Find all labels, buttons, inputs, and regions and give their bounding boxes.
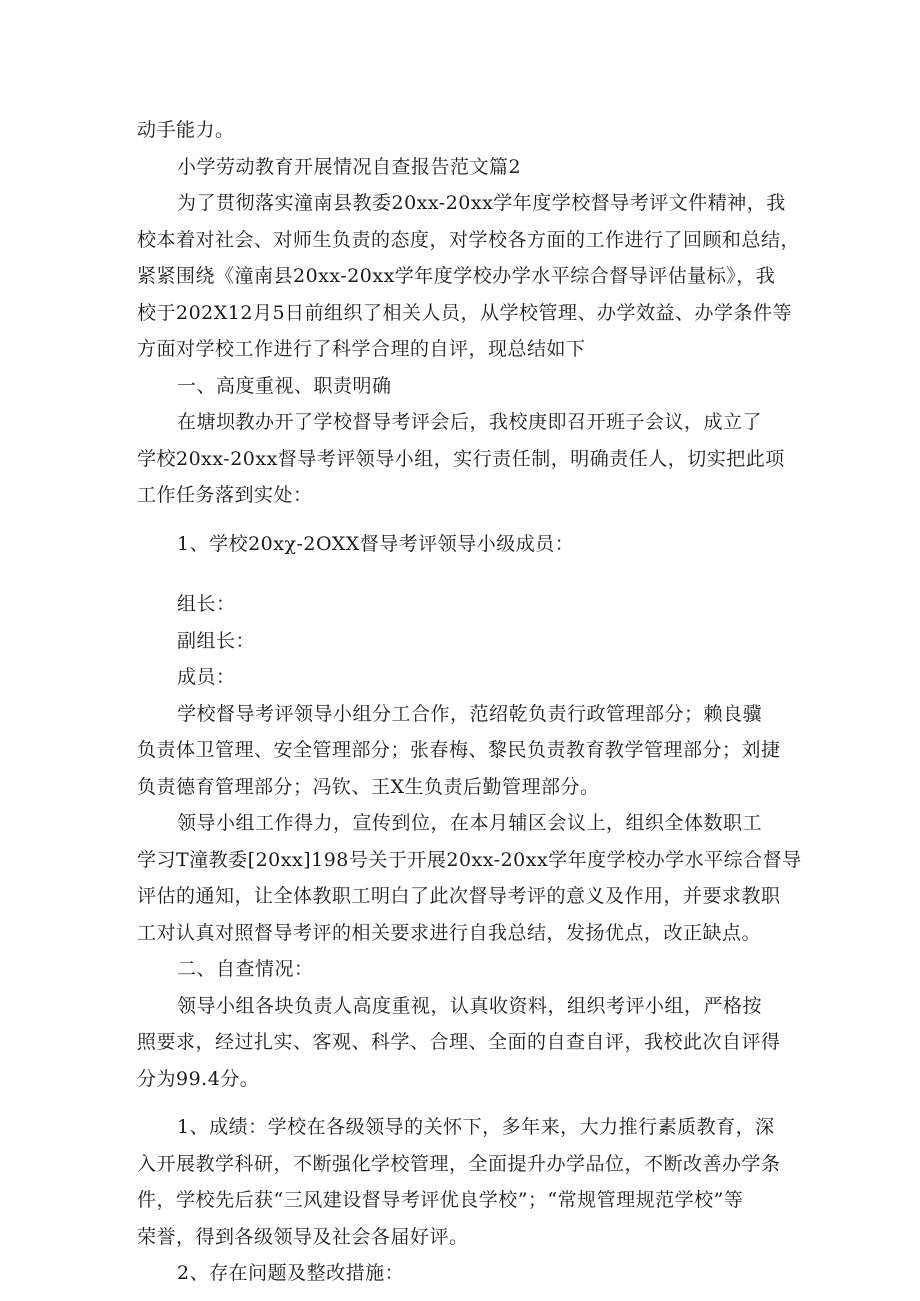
section-heading: 一、高度重视、职责明确	[177, 374, 392, 397]
paragraph-line: 工对认真对照督导考评的相关要求进行自我总结，发扬优点，改正缺点。	[137, 921, 762, 944]
paragraph-line: 紧紧围绕《潼南县20xx-20xx学年度学校办学水平综合督导评估量标》，我	[137, 265, 776, 287]
list-item: 成员：	[177, 666, 236, 688]
paragraph-line: 分为99.4分。	[137, 1067, 260, 1090]
paragraph-line: 1、成绩：学校在各级领导的关怀下，多年来，大力推行素质教育，深	[177, 1116, 775, 1138]
paragraph-line: 负责体卫管理、安全管理部分；张春梅、黎民负责教育教学管理部分；刘捷	[137, 739, 781, 761]
list-item: 组长：	[177, 593, 236, 615]
list-heading: 1、学校20xχ-2OXX督导考评领导小级成员：	[177, 532, 575, 555]
paragraph-line: 为了贯彻落实潼南县教委20xx-20xx学年度学校督导考评文件精神，我	[177, 192, 786, 214]
paragraph-line: 方面对学校工作进行了科学合理的自评，现总结如下	[137, 338, 586, 360]
paragraph-line: 入开展教学科研，不断强化学校管理，全面提升办学品位，不断改善办学条	[137, 1152, 781, 1175]
list-item: 副组长：	[177, 629, 256, 652]
section-heading: 二、自查情况：	[177, 958, 314, 980]
paragraph-line: 照要求，经过扎实、客观、科学、合理、全面的自查自评，我校此次自评得	[137, 1031, 781, 1053]
paragraph-line: 工作任务落到实处：	[137, 484, 313, 506]
paragraph-line: 学习T潼教委[20xx]198号关于开展20xx-20xx学年度学校办学水平综合督导	[137, 848, 802, 871]
paragraph-line: 荣誉，得到各级领导及社会各届好评。	[137, 1225, 469, 1248]
paragraph-line: 评估的通知，让全体教职工明白了此次督导考评的意义及作用，并要求教职	[137, 885, 781, 907]
document-body	[137, 112, 802, 1292]
paragraph-line: 学校20xx-20xx督导考评领导小组，实行责任制，明确责任人，切实把此项	[137, 447, 785, 470]
paragraph-line: 负责德育管理部分；冯钦、王X生负责后勤管理部分。	[137, 775, 600, 798]
paragraph-line: 件，学校先后获“三风建设督导考评优良学校”；“常规管理规范学校”等	[137, 1189, 744, 1211]
paragraph-line: 在塘坝教办开了学校督导考评会后，我校庚即召开班子会议，成立了	[177, 411, 763, 433]
paragraph-line: 动手能力。	[137, 119, 235, 141]
paragraph-line: 领导小组各块负责人高度重视，认真收资料，组织考评小组，严格按	[177, 994, 763, 1017]
paragraph-line: 学校督导考评领导小组分工合作，范绍乾负责行政管理部分；赖良骥	[177, 702, 763, 725]
paragraph-line: 校本着对社会、对师生负责的态度，对学校各方面的工作进行了回顾和总结，	[137, 228, 801, 251]
list-heading: 2、存在问题及整改措施：	[177, 1262, 405, 1284]
section-heading: 小学劳动教育开展情况自查报告范文篇2	[177, 155, 522, 178]
paragraph-line: 领导小组工作得力，宣传到位，在本月辅区会议上，组织全体数职工	[177, 812, 763, 834]
paragraph-line: 校于202X12月5日前组织了相关人员，从学校管理、办学效益、办学条件等	[137, 301, 793, 324]
